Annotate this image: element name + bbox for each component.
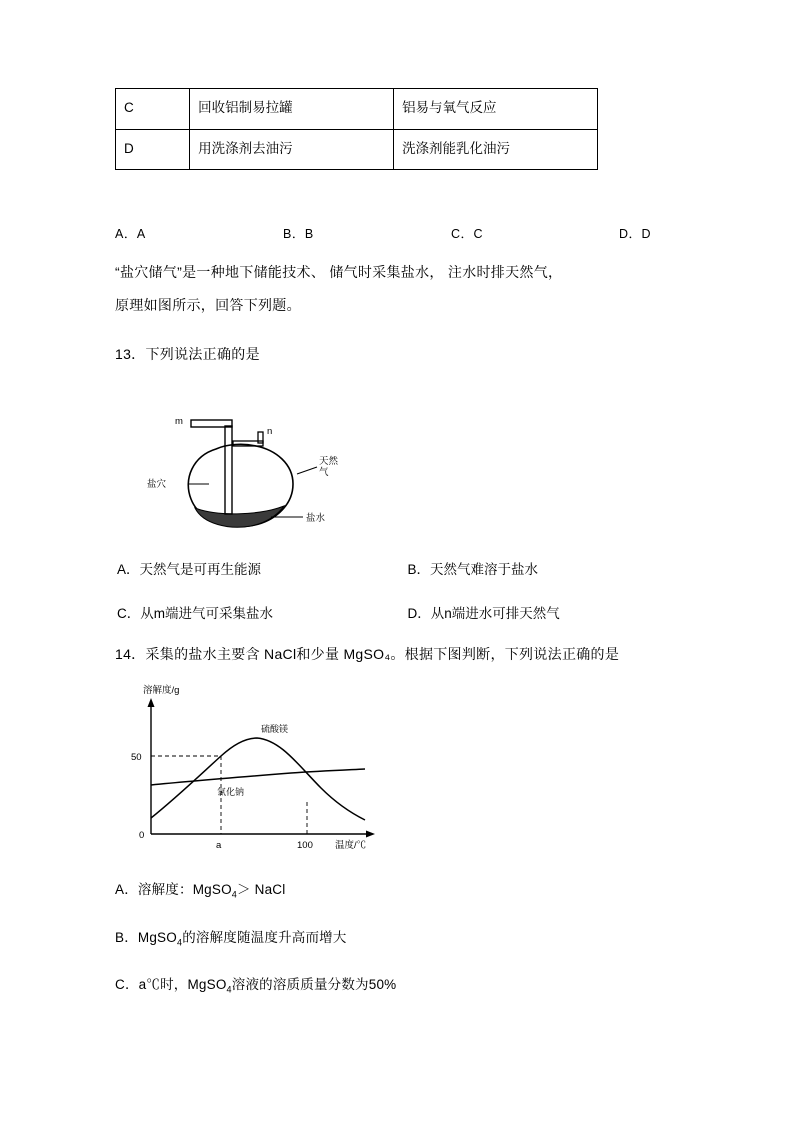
answer-option-c: C．C xyxy=(451,227,484,242)
series-nacl-curve xyxy=(151,769,365,785)
q14-choice-c-sub: 4 xyxy=(226,984,232,995)
q13-choice-a: A．天然气是可再生能源 xyxy=(117,561,262,577)
table-cell-right: 洗涤剂能乳化油污 xyxy=(394,129,598,170)
q13-choice-c: C．从m端进气可采集盐水 xyxy=(117,605,273,621)
q14-choice-c-prefix: C． xyxy=(115,977,139,993)
salt-cavern-figure xyxy=(121,384,421,534)
series-label-mgso4: 硫酸镁 xyxy=(261,723,289,734)
label-n: n xyxy=(267,425,273,437)
x-tick-0: 0 xyxy=(139,829,145,841)
passage-paragraph xyxy=(115,256,680,322)
solubility-chart xyxy=(121,682,451,852)
series-mgso4-curve xyxy=(151,738,365,820)
label-m: m xyxy=(175,415,183,427)
answer-option-d: D．D xyxy=(619,227,652,242)
label-brine: 盐水 xyxy=(306,512,326,524)
q14-choice-a-text: 溶解度：MgSO xyxy=(137,881,232,897)
q13-choice-b: B．天然气难溶于盐水 xyxy=(407,561,539,577)
label-salt-cavern: 盐穴 xyxy=(147,478,167,490)
table-cell-left: 用洗涤剂去油污 xyxy=(190,129,394,170)
inner-pipe xyxy=(225,426,232,514)
brine-fill xyxy=(195,506,284,527)
q14-choice-c-tail: 溶液的溶质质量分数为50% xyxy=(231,977,397,993)
answer-option-b: B．B xyxy=(283,227,314,242)
question-13-choices-row-1 xyxy=(115,558,680,578)
table-row xyxy=(116,89,598,130)
table-row xyxy=(116,129,598,170)
q14-choice-a-sub: 4 xyxy=(231,889,237,900)
q14-choice-a-tail: ＞ NaCl xyxy=(236,881,286,897)
q13-choice-d: D．从n端进水可排天然气 xyxy=(407,605,560,621)
passage-line-2: 原理如图所示，回答下列题。 xyxy=(115,296,301,313)
y-tick-50: 50 xyxy=(131,751,142,763)
q14-choice-a-prefix: A． xyxy=(115,881,138,897)
salt-cavern-diagram xyxy=(121,384,421,534)
label-natural-gas-2: 气 xyxy=(319,466,329,478)
question-13-choices-row-2 xyxy=(115,602,680,622)
answer-option-a: A．A xyxy=(115,227,146,242)
table-cell-label: C xyxy=(116,89,190,130)
q14-choice-b-tail: 的溶解度随温度升高而增大 xyxy=(182,929,347,945)
question-13-stem: 13．下列说法正确的是 xyxy=(115,345,260,362)
page-content xyxy=(115,88,680,995)
table-cell-right: 铝易与氧气反应 xyxy=(394,89,598,130)
question-14-stem: 14．采集的盐水主要含 NaCl和少量 MgSO₄。根据下图判断，下列说法正确的是 xyxy=(115,645,620,662)
y-axis-arrow xyxy=(148,698,155,707)
y-axis-label: 溶解度/g xyxy=(143,684,180,696)
x-axis-arrow xyxy=(366,830,375,837)
leader-gas xyxy=(297,467,317,474)
q14-choice-b-sub: 4 xyxy=(176,937,183,948)
q14-choice-a xyxy=(115,878,680,900)
q14-choice-c xyxy=(115,973,680,995)
comparison-table xyxy=(115,88,598,170)
label-natural-gas: 天然 xyxy=(319,455,339,467)
answer-options-row xyxy=(115,224,680,242)
table-cell-left: 回收铝制易拉罐 xyxy=(190,89,394,130)
q14-choice-b-text: MgSO xyxy=(137,929,177,945)
q14-choice-c-text: a℃时，MgSO xyxy=(138,977,227,993)
table-cell-label: D xyxy=(116,129,190,170)
q14-choice-b-prefix: B． xyxy=(115,929,138,945)
x-tick-a: a xyxy=(216,839,222,851)
solubility-chart-figure xyxy=(121,682,451,852)
q14-choice-b xyxy=(115,926,680,948)
series-label-nacl: 氯化钠 xyxy=(217,786,245,797)
x-axis-label: 温度/℃ xyxy=(335,839,367,851)
passage-line-1: “盐穴储气”是一种地下储能技术、 储气时采集盐水， 注水时排天然气， xyxy=(115,264,563,281)
x-tick-100: 100 xyxy=(297,839,313,851)
